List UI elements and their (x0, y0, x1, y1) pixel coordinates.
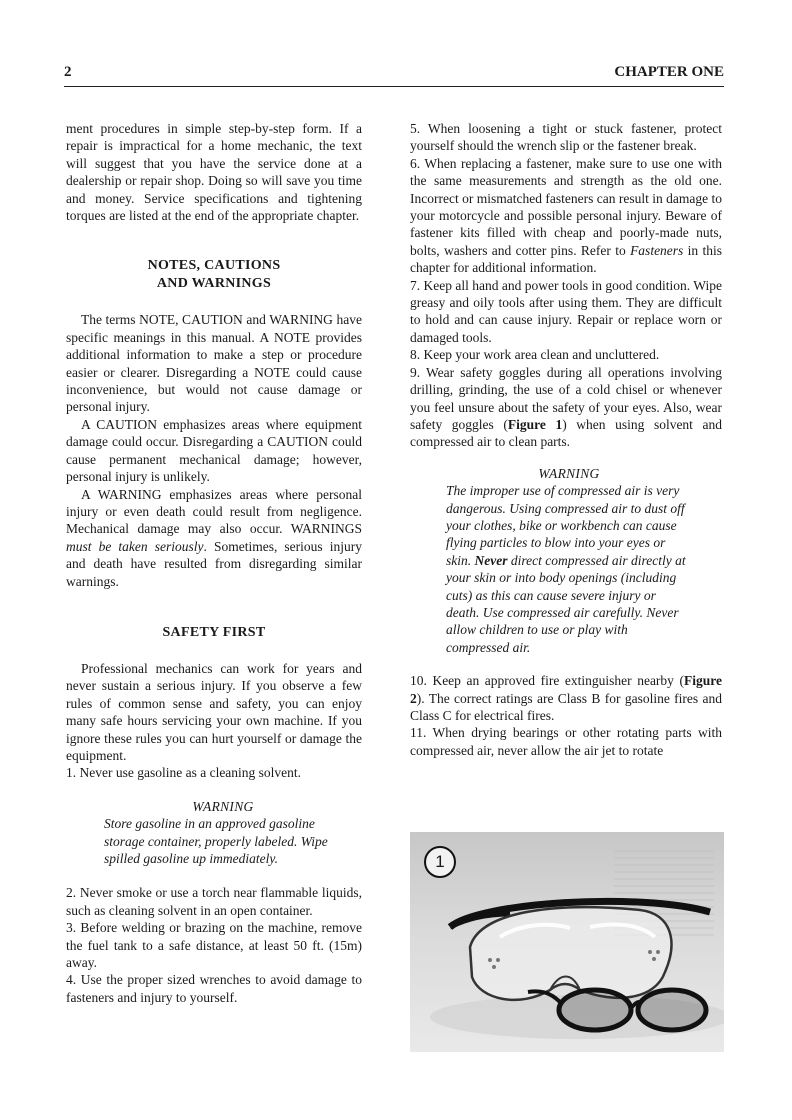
safety-item-8: 8. Keep your work area clean and uncluttered. (410, 347, 660, 363)
safety-goggles-illustration (410, 832, 724, 1052)
warning-body (446, 482, 692, 656)
figure-number-badge: 1 (424, 846, 456, 878)
page-header (64, 62, 724, 87)
notes-paragraph-note: The terms NOTE, CAUTION and WARNING have specific meanings in this manual. A NOTE provides additional information to make a step or procedure easier or clearer. Disregarding a NOTE could cause inconvenience, but would not cause damage or personal injury. (66, 312, 362, 415)
notes-heading-line-2: AND WARNINGS (156, 276, 272, 292)
warning-text-b: direct compressed air directly at your skin or into body openings (including cuts) as this can cause severe injury or death. Use compressed air carefully. Never allow children to use or play with compressed air. (446, 552, 686, 655)
safety-first-heading: SAFETY FIRST (162, 624, 266, 640)
safety-item-10 (410, 672, 722, 724)
warning-text-b: . Sometimes, serious injury and death have resulted from disregarding similar warnings. (66, 538, 362, 589)
item-10-text-b: ). The correct ratings are Class B for gasoline fires and Class C for electrical fires. (410, 690, 722, 723)
safety-item-7: 7. Keep all hand and power tools in good condition. Wipe greasy and oily tools after using them. They are difficult to hold and can cause injury. Repair or replace worn or damaged tools. (410, 277, 722, 345)
intro-paragraph: ment procedures in simple step-by-step form. If a repair is impractical for a home mechanic, the text will suggest that you have the service done at a dealership or repair shop. Doing so will save you time and money. Service specifications and tightening torques are listed at the end of the appropriate chapter. (66, 121, 362, 224)
left-column (66, 120, 362, 1006)
right-column (410, 120, 722, 759)
item-6-text-a: 6. When replacing a fastener, make sure to use one with the same measurements and strength as the old one. Incorrect or mismatched fasteners can result in damage to your motorcycle and possible personal injury. Beware of fastener kits filled with cheap and poorly-made nuts, bolts, washers and cotter pins. Refer to (410, 155, 722, 258)
warning-body: Store gasoline in an approved gasoline storage container, properly labeled. Wipe spilled gasoline up immediately. (104, 816, 328, 866)
warning-title: WARNING (192, 798, 254, 814)
item-10-text-a: 10. Keep an approved fire extinguisher nearby ( (410, 673, 684, 689)
safety-item-4: 4. Use the proper sized wrenches to avoid damage to fasteners and injury to yourself. (66, 972, 362, 1005)
safety-item-6 (410, 155, 722, 277)
chapter-title: CHAPTER ONE (614, 64, 724, 80)
warning-text-emphasis: must be taken seriously (66, 538, 204, 554)
notes-heading-line-1: NOTES, CAUTIONS (147, 258, 281, 274)
warning-text-a: A WARNING emphasizes areas where personal injury or even death could result from negligence. Mechanical damage may also occur. WARNINGS (66, 486, 362, 537)
fasteners-reference: Fasteners (630, 242, 684, 258)
safety-item-5: 5. When loosening a tight or stuck fastener, protect yourself should the wrench slip or the fastener break. (410, 121, 722, 154)
warning-title: WARNING (538, 465, 600, 481)
item-6-text-b: in this chapter for additional information. (410, 242, 722, 276)
safety-item-2: 2. Never smoke or use a torch near flammable liquids, such as cleaning solvent in an open container. (66, 885, 362, 918)
page-number: 2 (64, 64, 72, 80)
item-9-text-a: 9. Wear safety goggles during all operations involving drilling, grinding, the use of a cold chisel or whenever you feel unsure about the safety of your eyes. Also, wear safety goggles ( (410, 364, 722, 432)
notes-paragraph-warning (66, 486, 362, 590)
safety-item-11: 11. When drying bearings or other rotating parts with compressed air, never allow the air jet to rotate (410, 725, 722, 758)
figure-1-safety-goggles-photo (410, 832, 724, 1052)
notes-paragraph-caution: A CAUTION emphasizes areas where equipment damage could occur. Disregarding a CAUTION could cause permanent mechanical damage; however, personal injury is unlikely. (66, 416, 362, 485)
item-9-text-b: ) when using solvent and compressed air to clean parts. (410, 416, 723, 450)
gasoline-warning-box (104, 798, 342, 868)
safety-item-1: 1. Never use gasoline as a cleaning solvent. (66, 765, 302, 781)
warning-text-a: The improper use of compressed air is very dangerous. Using compressed air to dust off your clothes, bike or workbench can cause flying particles to blow into your eyes or skin. (446, 483, 685, 568)
safety-item-3: 3. Before welding or brazing on the machine, remove the fuel tank to a safe distance, at least 50 ft. (15m) away. (66, 920, 362, 971)
safety-item-9 (410, 364, 722, 451)
safety-intro-paragraph: Professional mechanics can work for years and never sustain a serious injury. If you observe a few rules of common sense and safety, you can enjoy many safe hours servicing your own machine. If you ignore these rules you can hurt yourself or damage the equipment. (66, 660, 362, 763)
never-emphasis: Never (474, 552, 508, 568)
figure-1-reference: Figure 1 (507, 416, 563, 432)
compressed-air-warning-box (446, 465, 692, 656)
figure-2-reference: Figure 2 (410, 673, 722, 706)
